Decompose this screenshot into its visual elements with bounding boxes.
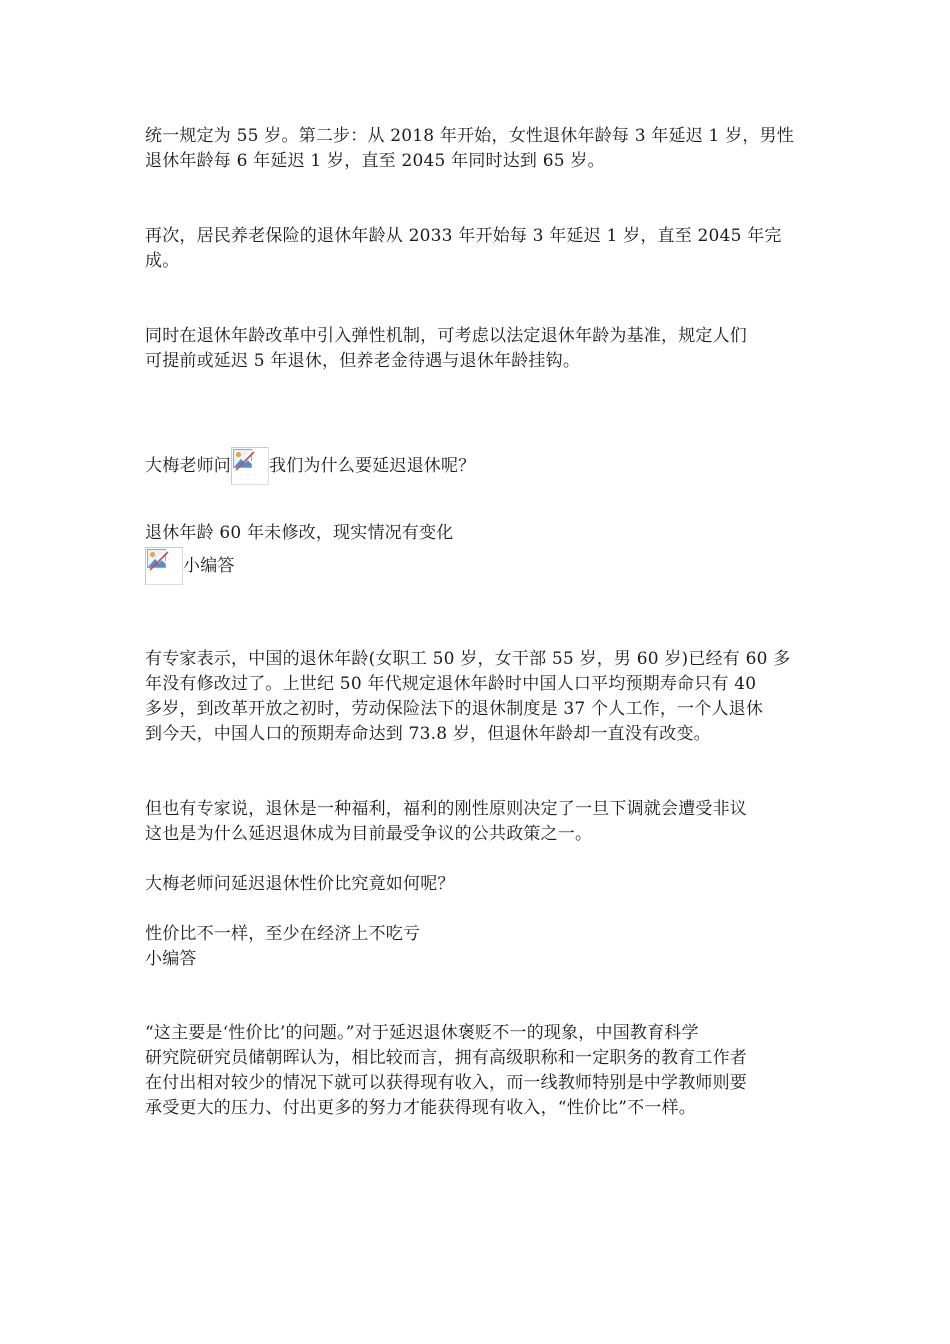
- question-text: 大梅老师问延迟退休性价比究竟如何呢？: [145, 874, 455, 894]
- broken-image-icon: [145, 547, 183, 585]
- paragraph-line: 退休年龄每 6 年延迟 1 岁，直至 2045 年同时达到 65 岁。: [145, 151, 605, 171]
- answer-label: 小编答: [183, 556, 235, 576]
- paragraph-line: 承受更大的压力、付出更多的努力才能获得现有收入，“性价比”不一样。: [145, 1098, 696, 1118]
- answer-1-label: [145, 547, 810, 585]
- paragraph-line: 可提前或延迟 5 年退休，但养老金待遇与退休年龄挂钩。: [145, 351, 581, 371]
- paragraph-line: 多岁，到改革开放之初时，劳动保险法下的退休制度是 37 个人工作，一个人退休: [145, 699, 764, 719]
- paragraph-6: [145, 1021, 810, 1121]
- paragraph-5: [145, 797, 810, 847]
- answer-1-heading: [145, 521, 810, 546]
- broken-image-icon: [231, 447, 269, 485]
- answer-2: [145, 922, 810, 972]
- question-prefix: 大梅老师问: [145, 456, 231, 476]
- paragraph-2: [145, 224, 810, 274]
- paragraph-line: 在付出相对较少的情况下就可以获得现有收入，而一线教师特别是中学教师则要: [145, 1073, 747, 1093]
- question-text: 我们为什么要延迟退休呢？: [269, 456, 476, 476]
- paragraph-line: 研究院研究员储朝晖认为，相比较而言，拥有高级职称和一定职务的教育工作者: [145, 1048, 747, 1068]
- paragraph-line: “这主要是‘性价比’的问题。”对于延迟退休褒贬不一的现象，中国教育科学: [145, 1023, 699, 1043]
- paragraph-line: 这也是为什么延迟退休成为目前最受争议的公共政策之一。: [145, 824, 593, 844]
- paragraph-4: [145, 647, 810, 747]
- paragraph-line: 但也有专家说，退休是一种福利，福利的刚性原则决定了一旦下调就会遭受非议: [145, 799, 747, 819]
- paragraph-1: [145, 124, 810, 174]
- paragraph-line: 到今天，中国人口的预期寿命达到 73.8 岁，但退休年龄却一直没有改变。: [145, 724, 711, 744]
- paragraph-3: [145, 324, 810, 374]
- paragraph-line: 有专家表示，中国的退休年龄(女职工 50 岁，女干部 55 岁，男 60 岁)已经有 60 多: [145, 649, 791, 669]
- paragraph-line: 再次，居民养老保险的退休年龄从 2033 年开始每 3 年延迟 1 岁，直至 2045 年完: [145, 226, 782, 246]
- question-1: [145, 447, 810, 485]
- paragraph-line: 统一规定为 55 岁。第二步：从 2018 年开始，女性退休年龄每 3 年延迟 1 岁，男性: [145, 126, 794, 146]
- paragraph-line: 年没有修改过了。上世纪 50 年代规定退休年龄时中国人口平均预期寿命只有 40: [145, 674, 757, 694]
- question-2: [145, 872, 810, 897]
- answer-label: 小编答: [145, 949, 197, 969]
- answer-heading-text: 性价比不一样，至少在经济上不吃亏: [145, 924, 421, 944]
- paragraph-line: 成。: [145, 251, 180, 271]
- answer-heading-text: 退休年龄 60 年未修改，现实情况有变化: [145, 523, 454, 543]
- paragraph-line: 同时在退休年龄改革中引入弹性机制，可考虑以法定退休年龄为基准，规定人们: [145, 326, 747, 346]
